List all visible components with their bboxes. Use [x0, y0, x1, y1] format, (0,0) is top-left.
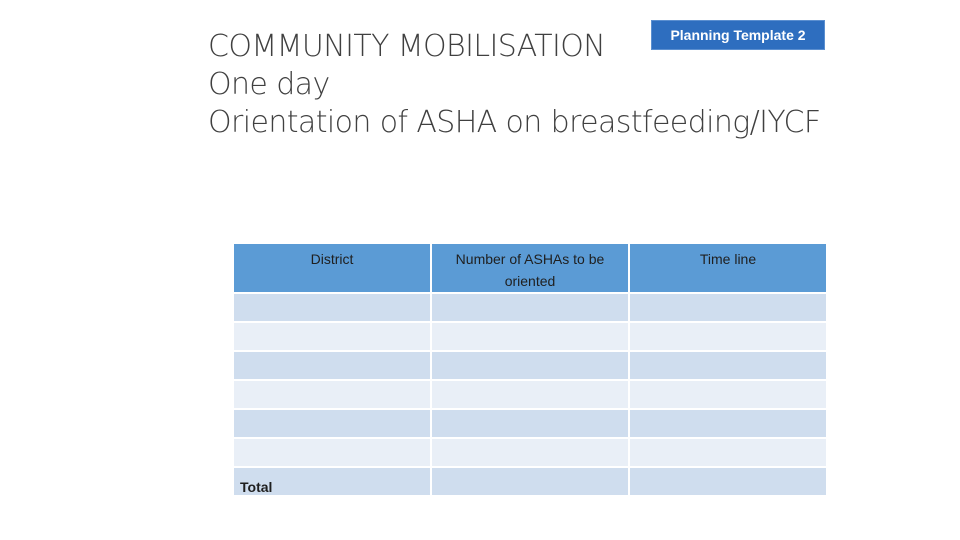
table-row [234, 381, 826, 408]
table-row [234, 410, 826, 437]
asha-count-cell[interactable] [432, 381, 628, 408]
header-time-line: Time line [630, 244, 826, 292]
total-asha-count-cell[interactable] [432, 468, 628, 495]
asha-count-cell[interactable] [432, 352, 628, 379]
table-row [234, 294, 826, 321]
table-header-row [234, 244, 826, 292]
total-time-line-cell[interactable] [630, 468, 826, 495]
title-line-3: Orientation of ASHA on breastfeeding/IYCF [208, 105, 821, 140]
asha-count-cell[interactable] [432, 439, 628, 466]
header-district: District [234, 244, 430, 292]
time-line-cell[interactable] [630, 410, 826, 437]
header-asha-count: Number of ASHAs to be oriented [432, 244, 628, 292]
planning-template-badge: Planning Template 2 [651, 20, 825, 50]
planning-table [232, 242, 828, 497]
table-row [234, 352, 826, 379]
time-line-cell[interactable] [630, 439, 826, 466]
title-line-1: COMMUNITY MOBILISATION [208, 29, 606, 64]
table-row [234, 439, 826, 466]
total-row [234, 468, 826, 495]
asha-count-cell[interactable] [432, 410, 628, 437]
time-line-cell[interactable] [630, 381, 826, 408]
total-label: Total [234, 468, 430, 495]
asha-count-cell[interactable] [432, 294, 628, 321]
time-line-cell[interactable] [630, 352, 826, 379]
asha-count-cell[interactable] [432, 323, 628, 350]
table-row [234, 323, 826, 350]
title-line-2: One day [208, 67, 330, 102]
time-line-cell[interactable] [630, 323, 826, 350]
district-cell[interactable] [234, 323, 430, 350]
district-cell[interactable] [234, 352, 430, 379]
district-cell[interactable] [234, 294, 430, 321]
district-cell[interactable] [234, 381, 430, 408]
district-cell[interactable] [234, 439, 430, 466]
district-cell[interactable] [234, 410, 430, 437]
time-line-cell[interactable] [630, 294, 826, 321]
